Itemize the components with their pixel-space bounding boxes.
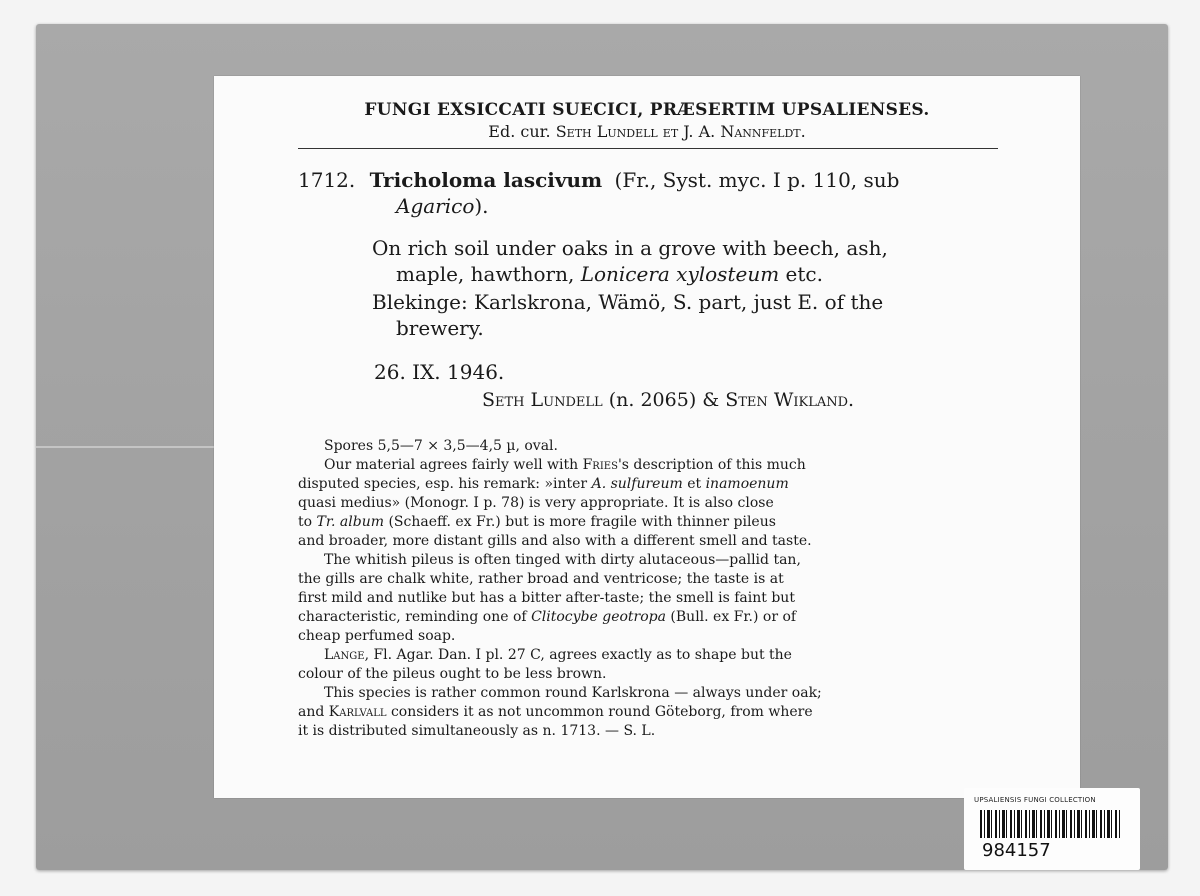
- note-species: Tr. album: [316, 514, 384, 530]
- habitat-2c: etc.: [785, 262, 823, 286]
- collector-mid: (n. 2065) &: [608, 389, 720, 411]
- note-text: et: [687, 476, 702, 492]
- note-line: the gills are chalk white, rather broad and ventricose; the taste is at: [298, 571, 784, 587]
- note-line: [298, 514, 776, 531]
- note-line: [298, 704, 813, 721]
- header-rule: [298, 148, 998, 149]
- habitat-line-2: [396, 262, 823, 286]
- barcode-label: [964, 788, 1140, 870]
- authority-end: ).: [474, 194, 489, 218]
- note-name: Lange: [324, 647, 365, 663]
- note-text: (Schaeff. ex Fr.) but is more fragile with thinner pileus: [388, 514, 776, 530]
- series-title: FUNGI EXSICCATI SUECICI, PRÆSERTIM UPSALIENSES.: [364, 100, 930, 120]
- collectors-line: [482, 388, 854, 412]
- note-line: first mild and nutlike but has a bitter after-taste; the smell is faint but: [298, 590, 795, 606]
- note-line: Spores 5,5—7 × 3,5—4,5 µ, oval.: [324, 438, 558, 454]
- barcode-caption: UPSALIENSIS FUNGI COLLECTION: [974, 796, 1096, 804]
- editors-line: [214, 122, 1080, 141]
- note-line: colour of the pileus ought to be less brown.: [298, 666, 607, 682]
- note-species: A. sulfureum: [591, 476, 683, 492]
- note-text: Our material agrees fairly well with: [324, 457, 579, 473]
- note-text: and: [298, 704, 325, 720]
- note-line: [324, 457, 806, 474]
- note-line: [298, 476, 789, 493]
- locality-line-2: brewery.: [396, 316, 484, 340]
- habitat-line-1: On rich soil under oaks in a grove with beech, ash,: [372, 236, 888, 260]
- note-text: 's description of this much: [617, 457, 806, 473]
- barcode-number: 984157: [982, 840, 1051, 861]
- collection-date: 26. IX. 1946.: [374, 360, 505, 384]
- species-name: Tricholoma lascivum: [369, 168, 603, 192]
- note-line: it is distributed simultaneously as n. 1713. — S. L.: [298, 723, 656, 739]
- authority-line-1: (Fr., Syst. myc. I p. 110, sub: [614, 168, 900, 192]
- authority-line-2: [396, 194, 489, 218]
- note-text: disputed species, esp. his remark: »inter: [298, 476, 588, 492]
- collector-2: Sten Wikland.: [725, 389, 855, 411]
- locality-line-1: Blekinge: Karlskrona, Wämö, S. part, just E. of the: [372, 290, 884, 314]
- note-name: Fries: [582, 457, 618, 473]
- note-line: [298, 609, 796, 626]
- note-species: Clitocybe geotropa: [531, 609, 666, 625]
- note-line: and broader, more distant gills and also with a different smell and taste.: [298, 533, 812, 549]
- authority-genus: Agarico: [396, 194, 475, 218]
- note-text: (Bull. ex Fr.) or of: [670, 609, 797, 625]
- habitat-plant: Lonicera xylosteum: [580, 262, 780, 286]
- specimen-title-line: [298, 168, 899, 192]
- specimen-number: 1712.: [298, 168, 356, 192]
- note-line: [324, 647, 792, 664]
- note-line: The whitish pileus is often tinged with dirty alutaceous—pallid tan,: [324, 552, 801, 568]
- specimen-label: [214, 76, 1080, 798]
- editors-names: Seth Lundell et J. A. Nannfeldt.: [555, 122, 806, 141]
- note-text: characteristic, reminding one of: [298, 609, 527, 625]
- note-text: to: [298, 514, 313, 530]
- collector-1: Seth Lundell: [482, 389, 603, 411]
- note-line: quasi medius» (Monogr. I p. 78) is very appropriate. It is also close: [298, 495, 774, 511]
- barcode-bars: [980, 810, 1120, 838]
- note-line: cheap perfumed soap.: [298, 628, 456, 644]
- note-line: This species is rather common round Karlskrona — always under oak;: [324, 685, 822, 701]
- habitat-2a: maple, hawthorn,: [396, 262, 575, 286]
- note-text: considers it as not uncommon round Göteborg, from where: [390, 704, 813, 720]
- note-text: , Fl. Agar. Dan. I pl. 27 C, agrees exactly as to shape but the: [364, 647, 792, 663]
- note-species: inamoenum: [705, 476, 789, 492]
- packet-fold: [36, 446, 216, 448]
- note-name: Karlvall: [328, 704, 387, 720]
- editors-prefix: Ed. cur.: [488, 122, 551, 141]
